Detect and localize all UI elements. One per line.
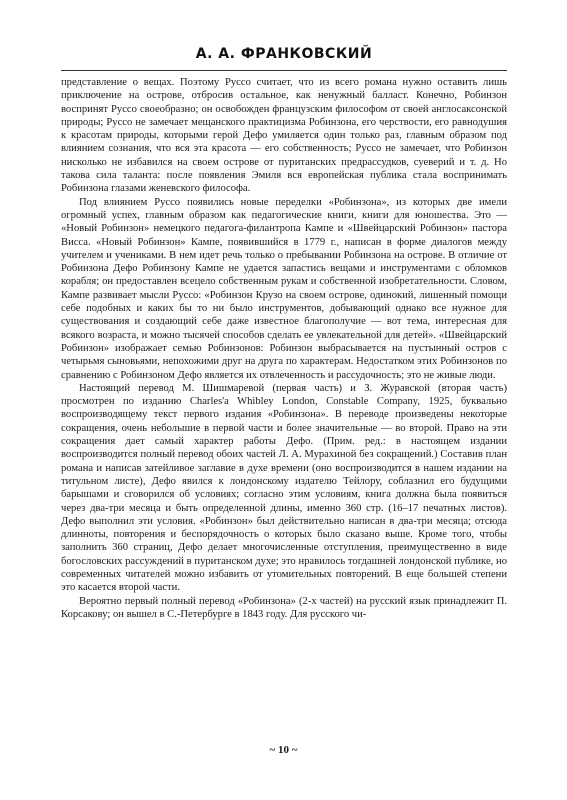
running-header: А. А. ФРАНКОВСКИЙ bbox=[195, 46, 373, 62]
paragraph: Настоящий перевод М. Шишмаревой (первая часть) и З. Журавской (вторая часть) просмотрен по изданию Charles'a Whibley London, Constable Company, 1925, буквально воспроизводящему текст первого издания «Робинзона». В переводе произведены некоторые сокращения, очень небольшие в первой части и более значительные — во второй. Право на эти сокращения дает самый характер работы Дефо. (Прим. ред.: в настоящем издании воспроизводится полный перевод обоих частей Л. А. Мурахиной без сокращений.) Составив план романа и написав затейливое заглавие в духе времени (оно воспроизводится в нашем издании на титульном листе), Дефо явился к лондонскому издателю Тейлору, соблазнил его будущими барышами и сговорился об условиях; согласно этим условиям, книга должна была появиться через два-три месяца и быть определенной длины, именно 360 стр. (16–17 печатных листов). Дефо выполнил эти условия. «Робинзон» был действительно написан в два-три месяца; отсюда длинноты, повторения и беспорядочность о которых было сказано выше. Кроме того, чтобы заполнить 360 страниц, Дефо делает многочисленные отступления, преимущественно в виде богословских рассуждений в пуританском духе; это нравилось тогдашней лондонской публике, но современных читателей можно избавить от утомительных повторений. В еще большей степени это касается второй части. bbox=[61, 382, 507, 594]
paragraph: представление о вещах. Поэтому Руссо считает, что из всего романа нужно оставить лишь приключение на острове, отбросив остальное, как ненужный балласт. Конечно, Робинзон воспринят Руссо своеобразно; он освобожден французским философом от своей англосаксонской природы; Руссо не замечает мещанского практицизма Робинзона, его черствости, его равнодушия к красотам природы, которыми герой Дефо умиляется один только раз, главным образом под влиянием сознания, что вся эта красота — его собственность; Руссо не замечает, что Робинзон нисколько не избавился на своем острове от пуританских предрассудков, суеверий и т. д. Но такова сила таланта: после появления Эмиля вся европейская публика стала воспринимать Робинзона глазами женевского философа. bbox=[61, 77, 507, 195]
body-text bbox=[61, 76, 507, 621]
paragraph: Под влиянием Руссо появились новые переделки «Робинзона», из которых две имели огромный успех, главным образом как педагогические книги, книги для юношества. Это — «Новый Робинзон» немецкого педагога-филантропа Кампе и «Швейцарский Робинзон» пастора Висса. «Новый Робинзон» Кампе, появившийся в 1779 г., написан в форме диалогов между учителем и учениками. В нем идет речь только о пребывании Робинзона на острове. В отличие от Робинзона Дефо Робинзону Кампе не удается запастись вещами и инструментами с обломков корабля; он предоставлен всецело собственным рукам и собственной изобретательности. Словом, Кампе развивает мысли Руссо: «Робинзон Крузо на своем острове, одинокий, лишенный помощи себе подобных и каких бы то ни было инструментов, добывающий однако все нужное для существования и создающий себе даже известное благополучие — вот тема, интересная для всякого возраста, и можно тысячей способов сделать ее увлекательной для детей». «Швейцарский Робинзон» изображает семью Робинзонов: Робинзон выбрасывается на пустынный остров с четырьмя сыновьями, непохожими друг на друга по характерам. Недостатком этих Робинзонов по сравнению с Робинзоном Дефо является их отвлеченность и рассудочность; это не живые люди. bbox=[61, 196, 507, 381]
paragraph: Вероятно первый полный перевод «Робинзона» (2-х частей) на русский язык принадлежит П. Корсакову; он вышел в С.-Петербурге в 1843 году. Для русского чи- bbox=[61, 595, 507, 620]
page-number: ~ 10 ~ bbox=[269, 744, 298, 756]
header-rule bbox=[61, 70, 507, 71]
